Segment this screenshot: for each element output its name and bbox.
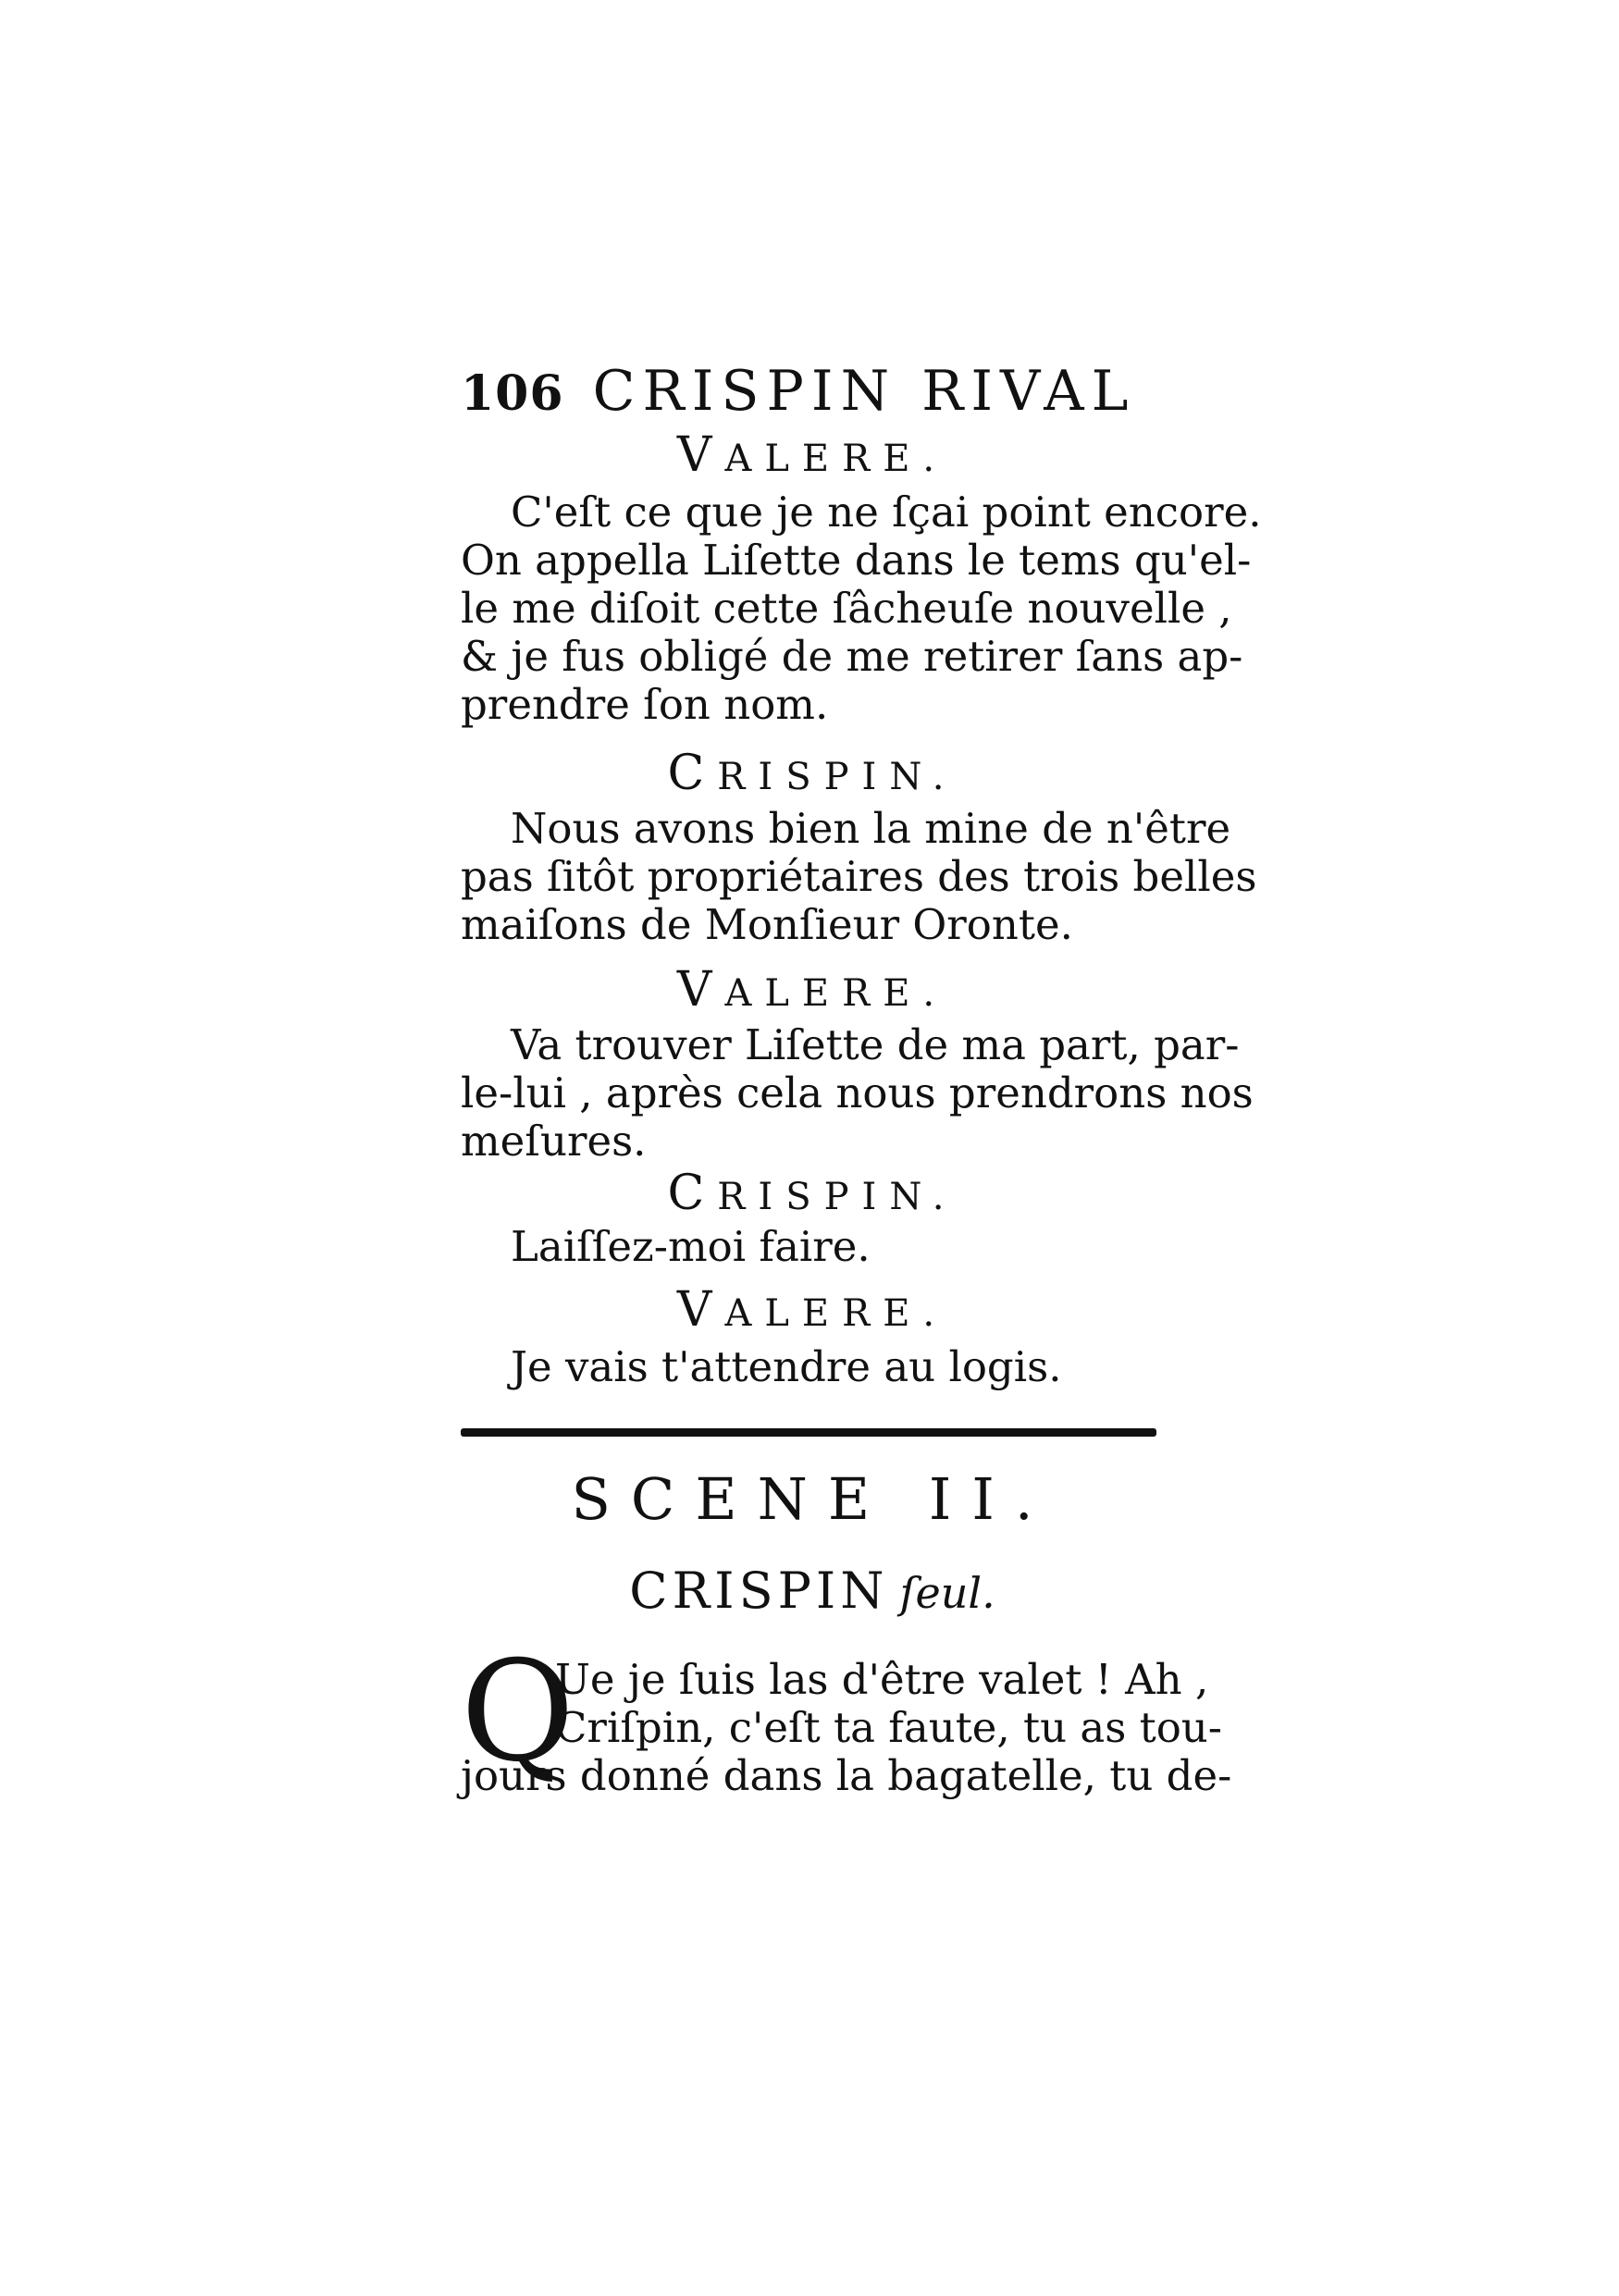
page-number: 106 [461, 365, 564, 422]
speech-line: Nous avons bien la mine de n'être [511, 804, 1231, 853]
speech-text [461, 488, 1262, 729]
speech-line: jours donné dans la bagatelle, tu de- [461, 1751, 1232, 1800]
speaker-heading: CRISPIN. [667, 1166, 958, 1221]
scene-title: SCENE II. [571, 1465, 1054, 1533]
speech-line: le-lui , après cela nous prendrons nos [461, 1068, 1254, 1117]
speech-text [461, 1343, 1164, 1391]
speech-text [461, 804, 1257, 949]
speech-line: On appella Liſette dans le tems qu'el- [461, 536, 1252, 585]
speaker-heading: CRISPIN. [667, 746, 958, 801]
speech-line: Criſpin, c'eſt ta faute, tu as tou- [555, 1703, 1222, 1752]
stage-direction: ſeul. [899, 1568, 995, 1618]
speech-line: Laiſſez-moi faire. [511, 1222, 871, 1271]
speaker-heading: VALERE. [676, 1282, 948, 1338]
speech-line: & je fus obligé de me retirer ſans ap- [461, 632, 1243, 681]
speech-text [461, 1020, 1254, 1166]
speech-line: Je vais t'attendre au logis. [511, 1342, 1062, 1391]
speech-text [461, 1223, 1164, 1271]
speech-line: maiſons de Monſieur Oronte. [461, 900, 1073, 949]
scene-speaker [461, 1562, 1164, 1620]
running-head [461, 359, 1164, 424]
speech-line: Ue je ſuis las d'être valet ! Ah , [555, 1655, 1209, 1704]
drop-cap: Q [461, 1632, 575, 1793]
speech-line: le me diſoit cette ſâcheuſe nouvelle , [461, 584, 1232, 633]
speech-line: prendre ſon nom. [461, 680, 829, 729]
speech-line: pas ſitôt propriétaires des trois belles [461, 852, 1257, 901]
speaker-heading: VALERE. [676, 427, 948, 483]
section-divider [461, 1428, 1156, 1437]
speech-line: Va trouver Liſette de ma part, par- [511, 1020, 1240, 1069]
scene-speaker-name: CRISPIN [629, 1562, 889, 1620]
running-title: CRISPIN RIVAL [592, 359, 1136, 424]
scene-opening-text [461, 1655, 1232, 1800]
speech-line: C'eſt ce que je ne ſçai point encore. [511, 488, 1262, 537]
speaker-heading: VALERE. [676, 962, 948, 1018]
speech-line: meſures. [461, 1117, 647, 1166]
